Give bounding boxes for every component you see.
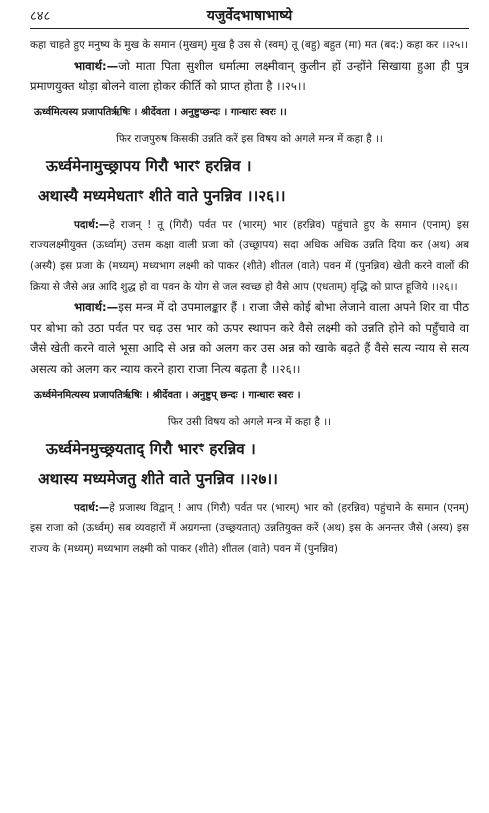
mantra-26-line-1: ऊर्ध्वमेनामुच्छ्रापय गिरौ भारꣳ हरन्निव ।	[46, 156, 252, 175]
running-title: यजुर्वेदभाषाभाष्ये	[206, 8, 293, 24]
bhavartha-text: जो माता पिता सुशील धर्मात्मा लक्ष्मीवान् कुलीन हों उन्होंने सिखाया हुआ ही पुत्र प्रमाणयुक्त थोड़ा बोलने वाला होकर कीर्ति को प्राप्त होता है ।।२५।।	[30, 58, 469, 94]
padartha-text: हे राजन् ! तू (गिरौ) पर्वत पर (भारम्) भार (हरन्निव) पहुंचाते हुए के समान (एनाम्) इस राज्यलक्ष्मीयुक्त (ऊर्ध्वाम्) उत्तम कक्षा वाली प्रजा को (उच्छ्रापय) सदा अधिक अधिक उन्नति दिया कर (अथ) अब (अस्यै) इस प्रजा के (मध्यम्) मध्यभाग लक्ष्मी को पाकर (शीते) शीतल (वाते) पवन में (पुनन्निव) खेती करने वालों की क्रिया से जैसे अन्न आदि शुद्ध हो वा पवन के योग से जल स्वच्छ हो वैसे आप (एधताम्) वृद्धि को प्राप्त हूजिये ।।२६।।	[30, 218, 469, 293]
padartha-26	[30, 215, 469, 297]
bhavartha-text: इस मन्त्र में दो उपमालङ्कार हैं । राजा जैसे कोई बोभा लेजाने वाला अपने शिर वा पीठ पर बोभा को उठा पर्वत पर चढ़ उस भार को ऊपर स्थापन करे वैसे लक्ष्मी को उन्नति होने को पहुँचावे वा जैसे खेती करने वाले भूसा आदि से अन्न को अलग कर उस अन्न को खाके बढ़ते हैं वैसे सत्य न्याय से सत्य असत्य को अलग कर न्याय करने हारा राजा नित्य बढ़ता है ।।२६।।	[30, 300, 469, 376]
bhavartha-25	[30, 56, 469, 97]
bhavartha-label: भावार्थ:—	[74, 58, 119, 73]
padartha-label: पदार्थ:—	[74, 501, 110, 514]
rishi-line-26: ऊर्ध्वमित्यस्य प्रजापतिर्ऋषिः । श्रीर्देवता । अनुष्टुप्छन्दः । गान्धारः स्वरः ।।	[34, 106, 287, 118]
rishi-line-27: ऊर्ध्वमेनमित्यस्य प्रजापतिर्ऋषिः । श्रीर्देवता । अनुष्टुप् छन्दः । गान्धारः स्वरः ।	[34, 389, 301, 401]
context-line-27: फिर उसी विषय को अगले मन्त्र में कहा है ।।	[167, 415, 332, 428]
context-line-26: फिर राजपुरुष किसकी उन्नति करें इस विषय को अगले मन्त्र में कहा है ।।	[116, 132, 383, 145]
bhavartha-26	[30, 297, 469, 379]
mantra-27-line-1: ऊर्ध्वमेनमुच्छ्रयताद् गिरौ भारꣳ हरन्निव ।	[46, 439, 256, 458]
mantra-26-line-2: अथास्यै मध्यमेधताꣳ शीते वाते पुनन्निव ।।२६।।	[38, 186, 286, 205]
padartha-27	[30, 498, 469, 560]
padartha-label: पदार्थ:—	[74, 218, 110, 231]
continued-text: कहा चाहते हुए मनुष्य के मुख के समान (मुखम्) मुख है उस से (स्वम्) तू (बहु) बहुत (मा) मत (बद:) कहा कर ।।२५।।	[30, 39, 469, 51]
bhavartha-label: भावार्थ:—	[74, 300, 119, 315]
mantra-27-line-2: अथास्य मध्यमेजतु शीते वाते पुनन्निव ।।२७।।	[38, 469, 278, 488]
page-number: ८४८	[30, 9, 51, 24]
padartha-text: हे प्रजास्थ विद्वान् ! आप (गिरौ) पर्वत पर (भारम्) भार को (हरन्निव) पहुंचाने के समान (एनम्) इस राजा को (ऊर्ध्वम्) सब व्यवहारों में अग्रगन्ता (उच्छ्रयतात्) उन्नतियुक्त करें (अथ) इस के अनन्तर जैसे (अस्य) इस राज्य के (मध्यम्) मध्यभाग लक्ष्मी को पाकर (शीते) शीतल (वाते) पवन में (पुनन्निव)	[30, 501, 469, 555]
page-header	[30, 6, 469, 29]
